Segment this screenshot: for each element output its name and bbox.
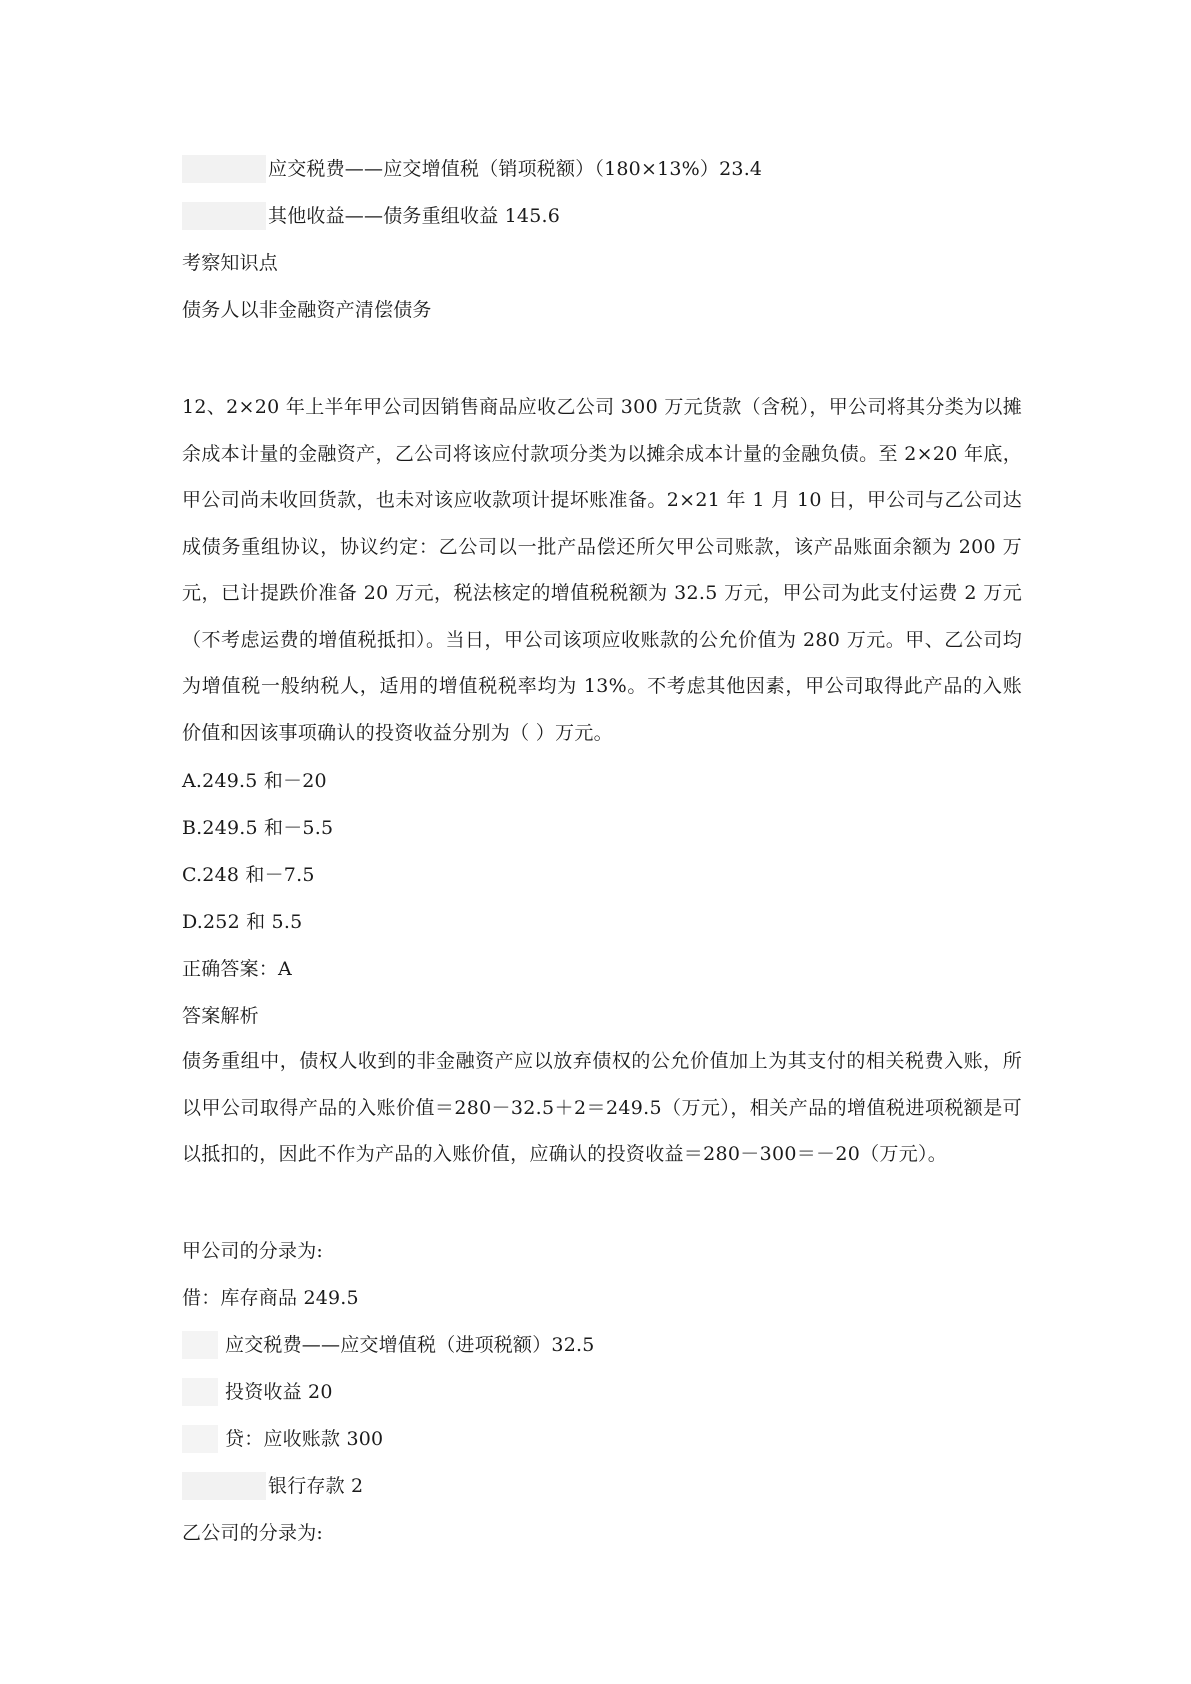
journal-a-credit-receivable: 贷：应收账款 300 [225, 1428, 384, 1450]
indent-shading [182, 1425, 218, 1453]
correct-answer: 正确答案：A [182, 958, 292, 980]
analysis-text: 债务重组中，债权人收到的非金融资产应以放弃债权的公允价值加上为其支付的相关税费入账，所以甲公司取得产品的入账价值＝280－32.5＋2＝249.5（万元），相关产品的增值税进项税额是可以抵扣的，因此不作为产品的入账价值，应确认的投资收益＝280－300＝－20（万元）。 [182, 1050, 1022, 1165]
journal-a-debit-inventory: 借：库存商品 249.5 [182, 1287, 359, 1309]
indent-shading [182, 202, 266, 230]
question-stem: 12、2×20 年上半年甲公司因销售商品应收乙公司 300 万元货款（含税），甲公司将其分类为以摊余成本计量的金融资产，乙公司将该应付款项分类为以摊余成本计量的金融负债。至 2×20 年底，甲公司尚未收回货款，也未对该应收款项计提坏账准备。2×21 年 1 月 10 日，甲公司与乙公司达成债务重组协议，协议约定：乙公司以一批产品偿还所欠甲公司账款，该产品账面余额为 200 万元，已计提跌价准备 20 万元，税法核定的增值税税额为 32.5 万元，甲公司为此支付运费 2 万元（不考虑运费的增值税抵扣）。当日，甲公司该项应收账款的公允价值为 280 万元。甲、乙公司均为增值税一般纳税人，适用的增值税税率均为 13%。不考虑其他因素，甲公司取得此产品的入账价值和因该事项确认的投资收益分别为（ ）万元。 [182, 396, 1022, 744]
journal-a-heading: 甲公司的分录为: [182, 1240, 324, 1262]
indent-shading [182, 1331, 218, 1359]
journal-b-heading: 乙公司的分录为: [182, 1522, 324, 1544]
option-b: B.249.5 和－5.5 [182, 817, 334, 839]
option-d: D.252 和 5.5 [182, 911, 303, 933]
analysis-heading: 答案解析 [182, 1005, 259, 1027]
journal-a-input-vat: 应交税费——应交增值税（进项税额）32.5 [225, 1334, 595, 1356]
journal-a-bank-deposit: 银行存款 2 [268, 1475, 364, 1497]
indent-shading [182, 1472, 266, 1500]
knowledge-heading: 考察知识点 [182, 252, 279, 274]
journal-a-investment-income: 投资收益 20 [225, 1381, 333, 1403]
entry-other-income: 其他收益——债务重组收益 145.6 [268, 205, 561, 227]
entry-output-vat: 应交税费——应交增值税（销项税额）（180×13%）23.4 [268, 158, 763, 180]
knowledge-topic: 债务人以非金融资产清偿债务 [182, 299, 432, 321]
indent-shading [182, 1378, 218, 1406]
indent-shading [182, 155, 266, 183]
option-a: A.249.5 和－20 [182, 770, 327, 792]
option-c: C.248 和－7.5 [182, 864, 315, 886]
